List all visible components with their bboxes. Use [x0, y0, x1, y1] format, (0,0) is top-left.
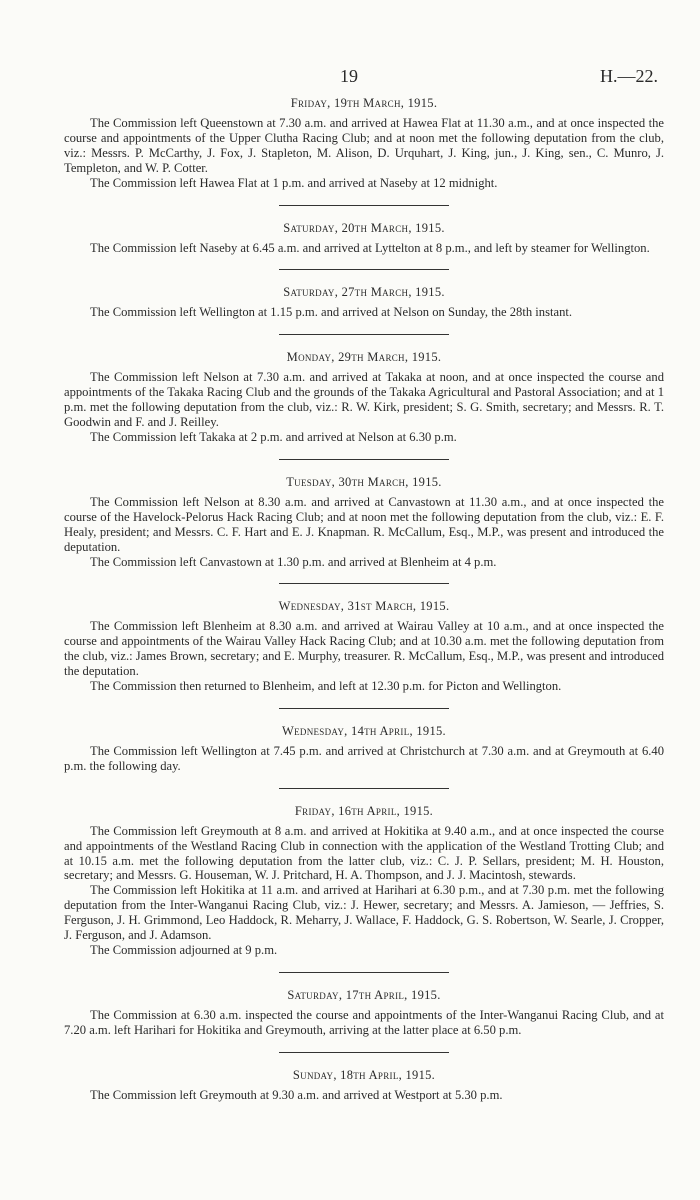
journal-entry	[64, 221, 664, 256]
page-number: 19	[340, 66, 358, 86]
entry-date-heading: Friday, 19th March, 1915.	[290, 96, 438, 110]
journal-entry	[64, 285, 664, 320]
journal-entry	[64, 724, 664, 774]
entry-paragraph: The Commission left Wellington at 1.15 p.m. and arrived at Nelson on Sunday, the 28th instant.	[90, 305, 573, 320]
entry-paragraph: The Commission left Nelson at 7.30 a.m. and arrived at Takaka at noon, and at once inspected the course and appointments of the Takaka Racing Club and the grounds of the Takaka Agricultural and Pastoral Association; and at 1 p.m. met the following deputation from the club, viz.: R. W. Kirk, president; S. G. Smith, secretary; and Messrs. R. T. Goodwin and F. and J. Reilley.	[64, 370, 664, 430]
entry-date-heading: Monday, 29th March, 1915.	[286, 350, 442, 365]
entry-paragraph: The Commission left Queenstown at 7.30 a.m. and arrived at Hawea Flat at 11.30 a.m., and at once inspected the course and appointments of the Upper Clutha Racing Club; and at noon met the following deputation from the club, viz.: Messrs. P. McCarthy, J. Fox, J. Stapleton, M. Alison, D. Urquhart, J. King, jun., J. King, sen., C. Munro, J. Templeton, and W. P. Cotter.	[64, 116, 664, 175]
section-divider	[279, 708, 449, 709]
section-divider	[279, 1052, 449, 1053]
entry-paragraph: The Commission left Hawea Flat at 1 p.m. and arrived at Naseby at 12 midnight.	[90, 175, 498, 190]
journal-entry	[64, 1068, 664, 1103]
entry-paragraph: The Commission left Blenheim at 8.30 a.m. and arrived at Wairau Valley at 10 a.m., and at once inspected the course and appointments of the Wairau Valley Hack Racing Club; and at 10.30 a.m. met the following deputation from the club, viz.: James Brown, secretary; and E. Murphy, treasurer. R. McCallum, Esq., M.P., was present and introduced the deputation.	[64, 619, 664, 679]
entry-date-heading: Saturday, 27th March, 1915.	[283, 285, 445, 300]
entry-date-heading: Saturday, 17th April, 1915.	[287, 987, 441, 1002]
section-divider	[279, 972, 449, 973]
entry-date-heading: Wednesday, 31st March, 1915.	[278, 599, 450, 614]
entry-paragraph: The Commission left Nelson at 8.30 a.m. and arrived at Canvastown at 11.30 a.m., and at once inspected the course of the Havelock-Pelorus Hack Racing Club; and at noon met the following deputation from the club, viz.: E. F. Healy, president; and Messrs. C. F. Hart and E. J. Knapman. R. McCallum, Esq., M.P., was present and introduced the deputation.	[64, 494, 664, 554]
entry-paragraph: The Commission left Takaka at 2 p.m. and arrived at Nelson at 6.30 p.m.	[90, 429, 457, 444]
journal-entry	[64, 475, 664, 570]
document-reference: H.—22.	[600, 66, 658, 86]
entry-paragraph: The Commission left Greymouth at 9.30 a.m. and arrived at Westport at 5.30 p.m.	[90, 1087, 503, 1102]
section-divider	[279, 583, 449, 584]
entry-date-heading: Saturday, 20th March, 1915.	[283, 220, 445, 235]
entry-date-heading: Friday, 16th April, 1915.	[294, 803, 434, 818]
journal-entry	[64, 96, 664, 191]
section-divider	[279, 788, 449, 789]
section-divider	[279, 269, 449, 270]
page-header	[0, 66, 700, 86]
entry-paragraph: The Commission left Greymouth at 8 a.m. and arrived at Hokitika at 9.40 a.m., and at once inspected the course and appointments of the Westland Racing Club in connection with the application of the Westland Trotting Club; and at 10.15 a.m. met the following deputation from the latter club, viz.: C. J. P. Sellars, president; M. H. Houston, secretary; and Messrs. G. Houseman, W. J. Pritchard, H. A. Thompson, and J. J. Macintosh, stewards.	[64, 823, 664, 883]
journal-entry	[64, 350, 664, 445]
entry-paragraph: The Commission then returned to Blenheim, and left at 12.30 p.m. for Picton and Wellington.	[90, 679, 562, 694]
entry-date-heading: Wednesday, 14th April, 1915.	[282, 723, 446, 738]
section-divider	[279, 205, 449, 206]
journal-entries	[64, 96, 664, 1103]
journal-entry	[64, 599, 664, 694]
entry-paragraph: The Commission left Wellington at 7.45 p.m. and arrived at Christchurch at 7.30 a.m. and at Greymouth at 6.40 p.m. the following day.	[64, 743, 664, 773]
entry-paragraph: The Commission left Naseby at 6.45 a.m. and arrived at Lyttelton at 8 p.m., and left by steamer for Wellington.	[90, 240, 650, 255]
entry-paragraph: The Commission left Hokitika at 11 a.m. and arrived at Harihari at 6.30 p.m., and at 7.30 p.m. met the following deputation from the Inter-Wanganui Racing Club, viz.: J. Hewer, secretary; and Messrs. A. Jamieson, — Jeffries, S. Ferguson, J. H. Grimmond, Leo Haddock, R. Meharry, J. Wallace, F. Haddock, G. S. Robertson, W. Searle, J. Cropper, J. Ferguson, and J. Adamson.	[64, 883, 664, 943]
section-divider	[279, 334, 449, 335]
entry-date-heading: Tuesday, 30th March, 1915.	[286, 474, 442, 489]
journal-entry	[64, 988, 664, 1038]
section-divider	[279, 459, 449, 460]
entry-paragraph: The Commission adjourned at 9 p.m.	[90, 943, 278, 957]
entry-paragraph: The Commission at 6.30 a.m. inspected the course and appointments of the Inter-Wanganui Racing Club, and at 7.20 a.m. left Harihari for Hokitika and Greymouth, arriving at the latter place at 6.50 p.m.	[64, 1007, 664, 1037]
entry-paragraph: The Commission left Canvastown at 1.30 p.m. and arrived at Blenheim at 4 p.m.	[90, 554, 497, 569]
entry-date-heading: Sunday, 18th April, 1915.	[292, 1067, 436, 1082]
journal-entry	[64, 804, 664, 958]
